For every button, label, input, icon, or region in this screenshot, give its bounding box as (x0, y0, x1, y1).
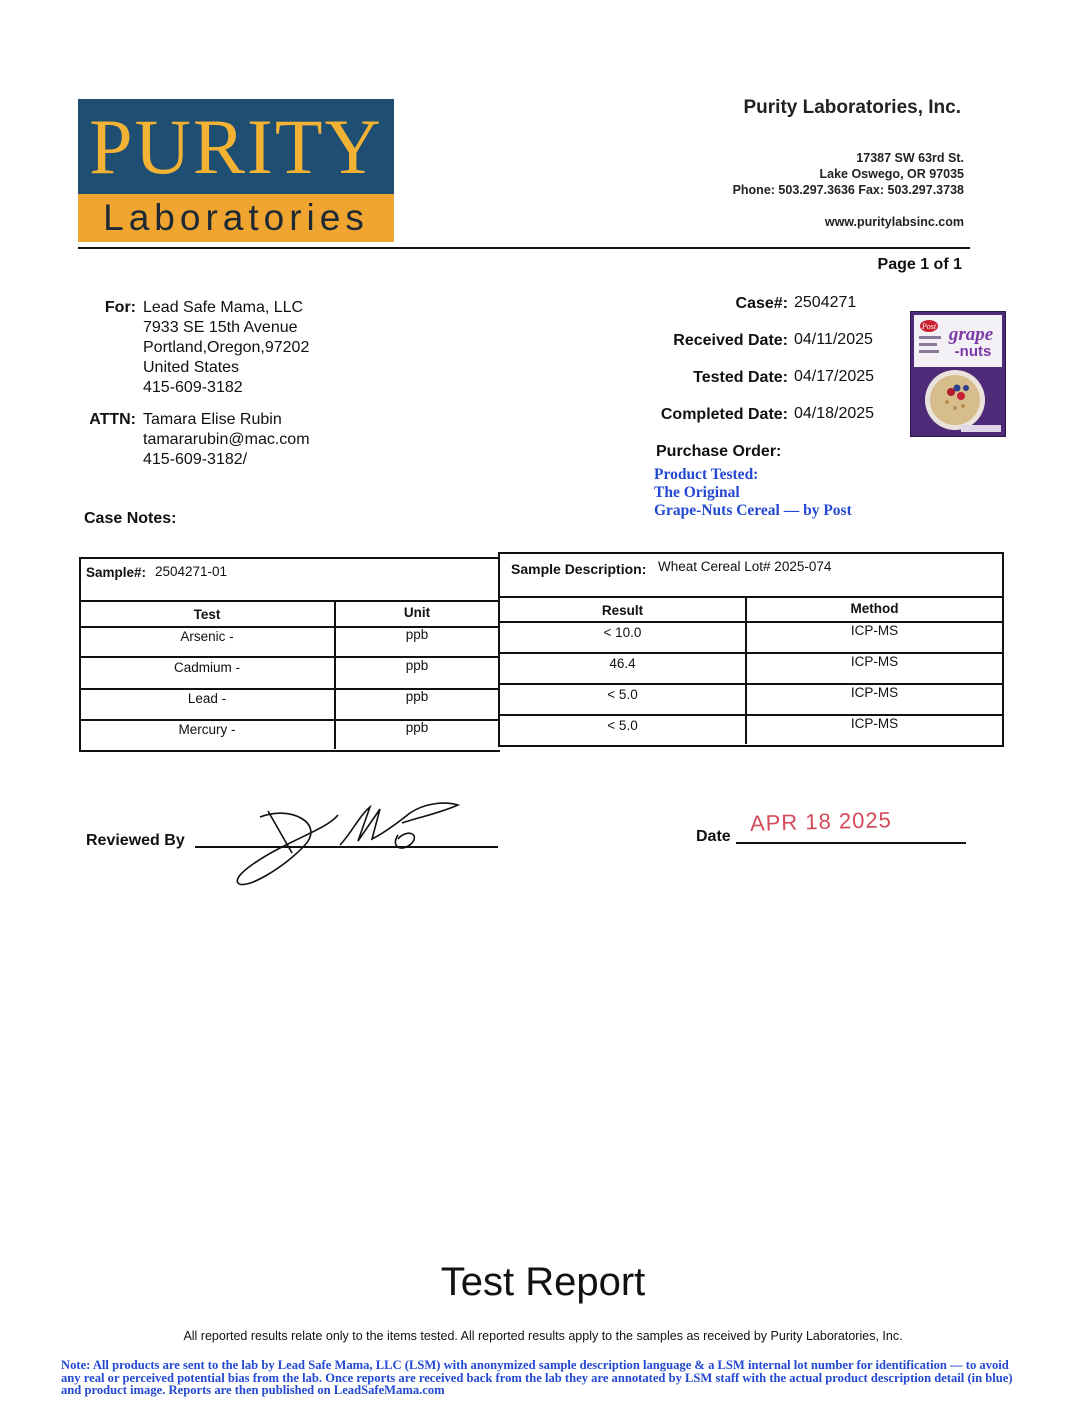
product-tested-line-3: Grape-Nuts Cereal — by Post (654, 502, 852, 519)
product-name-1: grape (948, 324, 994, 345)
attn-label: ATTN: (89, 411, 136, 428)
table-row-unit: ppb (405, 658, 429, 673)
table-row-method: ICP-MS (850, 623, 899, 638)
product-tested-label: Product Tested: (654, 466, 759, 483)
attn-phone: 415-609-3182/ (143, 451, 248, 468)
company-name: Purity Laboratories, Inc. (743, 97, 961, 118)
case-notes-label: Case Notes: (84, 510, 177, 527)
product-tested-line-2: The Original (654, 484, 740, 501)
date-label: Date (696, 828, 731, 845)
completed-date: 04/18/2025 (794, 405, 875, 422)
client-address-1: 7933 SE 15th Avenue (143, 319, 298, 336)
col-header-unit: Unit (403, 605, 431, 620)
page-number: Page 1 of 1 (877, 256, 962, 273)
received-date: 04/11/2025 (794, 331, 873, 348)
client-phone: 415-609-3182 (143, 379, 243, 396)
client-country: United States (143, 359, 240, 376)
brand-text: Post (921, 322, 937, 331)
for-label: For: (104, 299, 136, 316)
logo-subtitle: Laboratories (78, 194, 394, 242)
report-title: Test Report (440, 1260, 646, 1304)
header-divider (78, 247, 970, 249)
completed-label: Completed Date: (660, 406, 788, 423)
product-image (910, 311, 1006, 437)
table-row-test: Lead - (187, 691, 227, 706)
table-row-method: ICP-MS (850, 654, 899, 669)
attn-email: tamararubin@mac.com (143, 431, 310, 448)
table-row-method: ICP-MS (850, 716, 899, 731)
cereal-box-illustration (911, 312, 1005, 436)
attn-name: Tamara Elise Rubin (143, 411, 282, 428)
case-number: 2504271 (794, 294, 857, 311)
results-disclaimer: All reported results relate only to the items tested. All reported results apply to the samples as received by Purity Laboratories, Inc. (183, 1329, 903, 1343)
col-header-result: Result (601, 603, 644, 618)
col-header-method: Method (850, 601, 899, 616)
sample-description-label: Sample Description: (511, 561, 647, 577)
table-row-test: Cadmium - (173, 660, 240, 675)
company-street: 17387 SW 63rd St. (856, 151, 964, 165)
sample-number-label: Sample#: (86, 565, 147, 580)
table-row-result: < 10.0 (603, 625, 642, 640)
client-address-2: Portland,Oregon,97202 (143, 339, 310, 356)
signature (230, 795, 470, 895)
product-name-2: -nuts (954, 343, 992, 360)
tested-label: Tested Date: (693, 369, 788, 386)
logo-wordmark: PURITY (78, 99, 394, 194)
company-website: www.puritylabsinc.com (824, 215, 964, 229)
received-label: Received Date: (673, 332, 788, 349)
table-row-test: Arsenic - (180, 629, 234, 644)
company-city: Lake Oswego, OR 97035 (819, 167, 964, 181)
company-phone-fax: Phone: 503.297.3636 Fax: 503.297.3738 (732, 183, 964, 197)
table-row-unit: ppb (405, 627, 429, 642)
table-row-method: ICP-MS (850, 685, 899, 700)
table-row-result: 46.4 (609, 656, 636, 671)
date-line (736, 842, 966, 844)
table-row-unit: ppb (405, 720, 429, 735)
purity-logo (78, 99, 394, 242)
table-row-test: Mercury - (178, 722, 236, 737)
case-label: Case#: (735, 295, 788, 312)
lsm-note: Note: All products are sent to the lab by Lead Safe Mama, LLC (LSM) with anonymized sample description language & a LSM internal lot number for identification — to avoid any real or perceived potential bias from the lab. Once reports are received back from the lab they are annotated by LSM staff with the actual product description detail (in blue) and product image. Reports are then published on LeadSafeMama.com (61, 1358, 1013, 1397)
tested-date: 04/17/2025 (794, 368, 875, 385)
client-name: Lead Safe Mama, LLC (143, 299, 304, 316)
reviewed-by-label: Reviewed By (86, 832, 185, 849)
sample-description: Wheat Cereal Lot# 2025-074 (658, 559, 832, 574)
sample-number: 2504271-01 (155, 564, 228, 579)
table-row-result: < 5.0 (607, 687, 638, 702)
table-row-unit: ppb (405, 689, 429, 704)
table-row-result: < 5.0 (607, 718, 638, 733)
table-header-rule-right (498, 596, 1002, 598)
purchase-order-label: Purchase Order: (656, 443, 782, 460)
table-header-rule-left (79, 600, 500, 602)
col-header-test: Test (193, 607, 221, 622)
date-stamp: APR 18 2025 (749, 807, 893, 836)
